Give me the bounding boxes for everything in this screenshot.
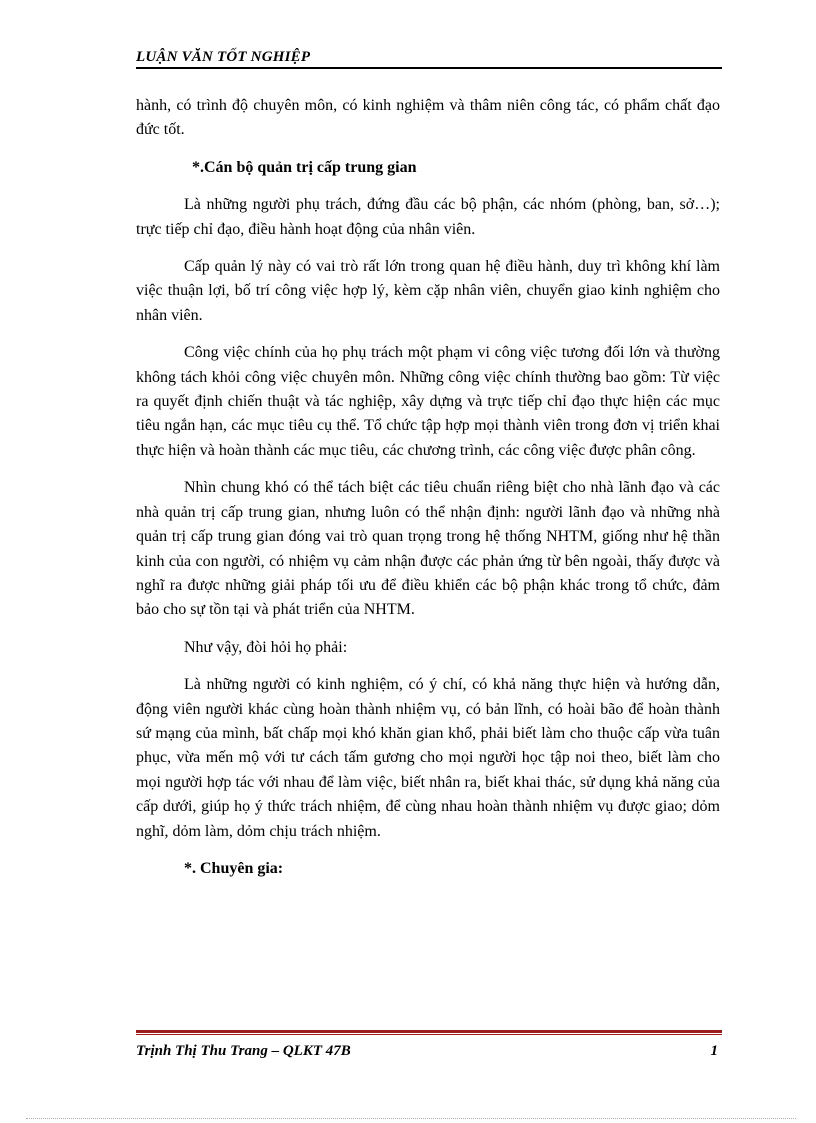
paragraph-overview: Nhìn chung khó có thể tách biệt các tiêu chuẩn riêng biệt cho nhà lãnh đạo và các nhà quản trị cấp trung gian, nhưng luôn có thể nhận định: người lãnh đạo và những nhà quản trị cấp trung gian đóng vai trò quan trọng trong hệ thống NHTM, giống như hệ thần kinh của con người, có nhiệm vụ cảm nhận được các phản ứng từ bên ngoài, thấy được và nghĩ ra được những giải pháp tối ưu để điều khiển các bộ phận khác trong tổ chức, đảm bảo cho sự tồn tại và phát triển của NHTM. [136, 479, 720, 619]
page-body [136, 94, 720, 894]
footer-author: Trịnh Thị Thu Trang – QLKT 47B [136, 1043, 351, 1059]
paragraph-role: Cấp quản lý này có vai trò rất lớn trong quan hệ điều hành, duy trì không khí làm việc thuận lợi, bố trí công việc hợp lý, kèm cặp nhân viên, chuyển giao kinh nghiệm cho nhân viên. [136, 258, 720, 324]
footer-rule-thin [136, 1034, 722, 1035]
running-header-title: LUẬN VĂN TỐT NGHIỆP [136, 49, 311, 65]
page-bottom-dotted-rule [26, 1118, 796, 1119]
page-number: 1 [710, 1043, 718, 1059]
paragraph-requirements-intro: Như vậy, đòi hỏi họ phải: [184, 638, 348, 656]
paragraph-definition: Là những người phụ trách, đứng đầu các bộ phận, các nhóm (phòng, ban, sở…); trực tiếp chỉ đạo, điều hành hoạt động của nhân viên. [136, 196, 720, 238]
paragraph-main-work: Công việc chính của họ phụ trách một phạm vi công việc tương đối lớn và thường không tách khỏi công việc chuyên môn. Những công việc chính thường bao gồm: Từ việc ra quyết định chiến thuật và tác nghiệp, xây dựng và trực tiếp chỉ đạo thực hiện các mục tiêu ngắn hạn, các mục tiêu cụ thể. Tổ chức tập hợp mọi thành viên trong đơn vị triển khai thực hiện và hoàn thành các mục tiêu, các chương trình, các công việc được phân công. [136, 344, 720, 459]
paragraph-requirements: Là những người có kinh nghiệm, có ý chí, có khả năng thực hiện và hướng dẫn, động viên người khác cùng hoàn thành nhiệm vụ, có bản lĩnh, có hoài bão để hoàn thành sứ mạng của mình, bất chấp mọi khó khăn gian khổ, phải biết làm cho thuộc cấp vừa tuân phục, vừa mến mộ với tư cách tấm gương cho mọi người học tập noi theo, biết làm cho mọi người hợp tác với nhau để làm việc, biết nhân ra, biết khai thác, sử dụng khả năng của cấp dưới, giúp họ ý thức trách nhiệm, để cùng nhau hoàn thành nhiệm vụ được giao; dỏm nghĩ, dỏm làm, dỏm chịu trách nhiệm. [136, 676, 720, 840]
footer-rule-thick [136, 1030, 722, 1033]
section-heading-experts: *. Chuyên gia: [184, 859, 284, 877]
section-heading-middle-managers: *.Cán bộ quản trị cấp trung gian [192, 158, 417, 176]
paragraph-continuation: hành, có trình độ chuyên môn, có kinh nghiệm và thâm niên công tác, có phẩm chất đạo đức tốt. [136, 97, 720, 139]
header-rule [136, 67, 722, 69]
